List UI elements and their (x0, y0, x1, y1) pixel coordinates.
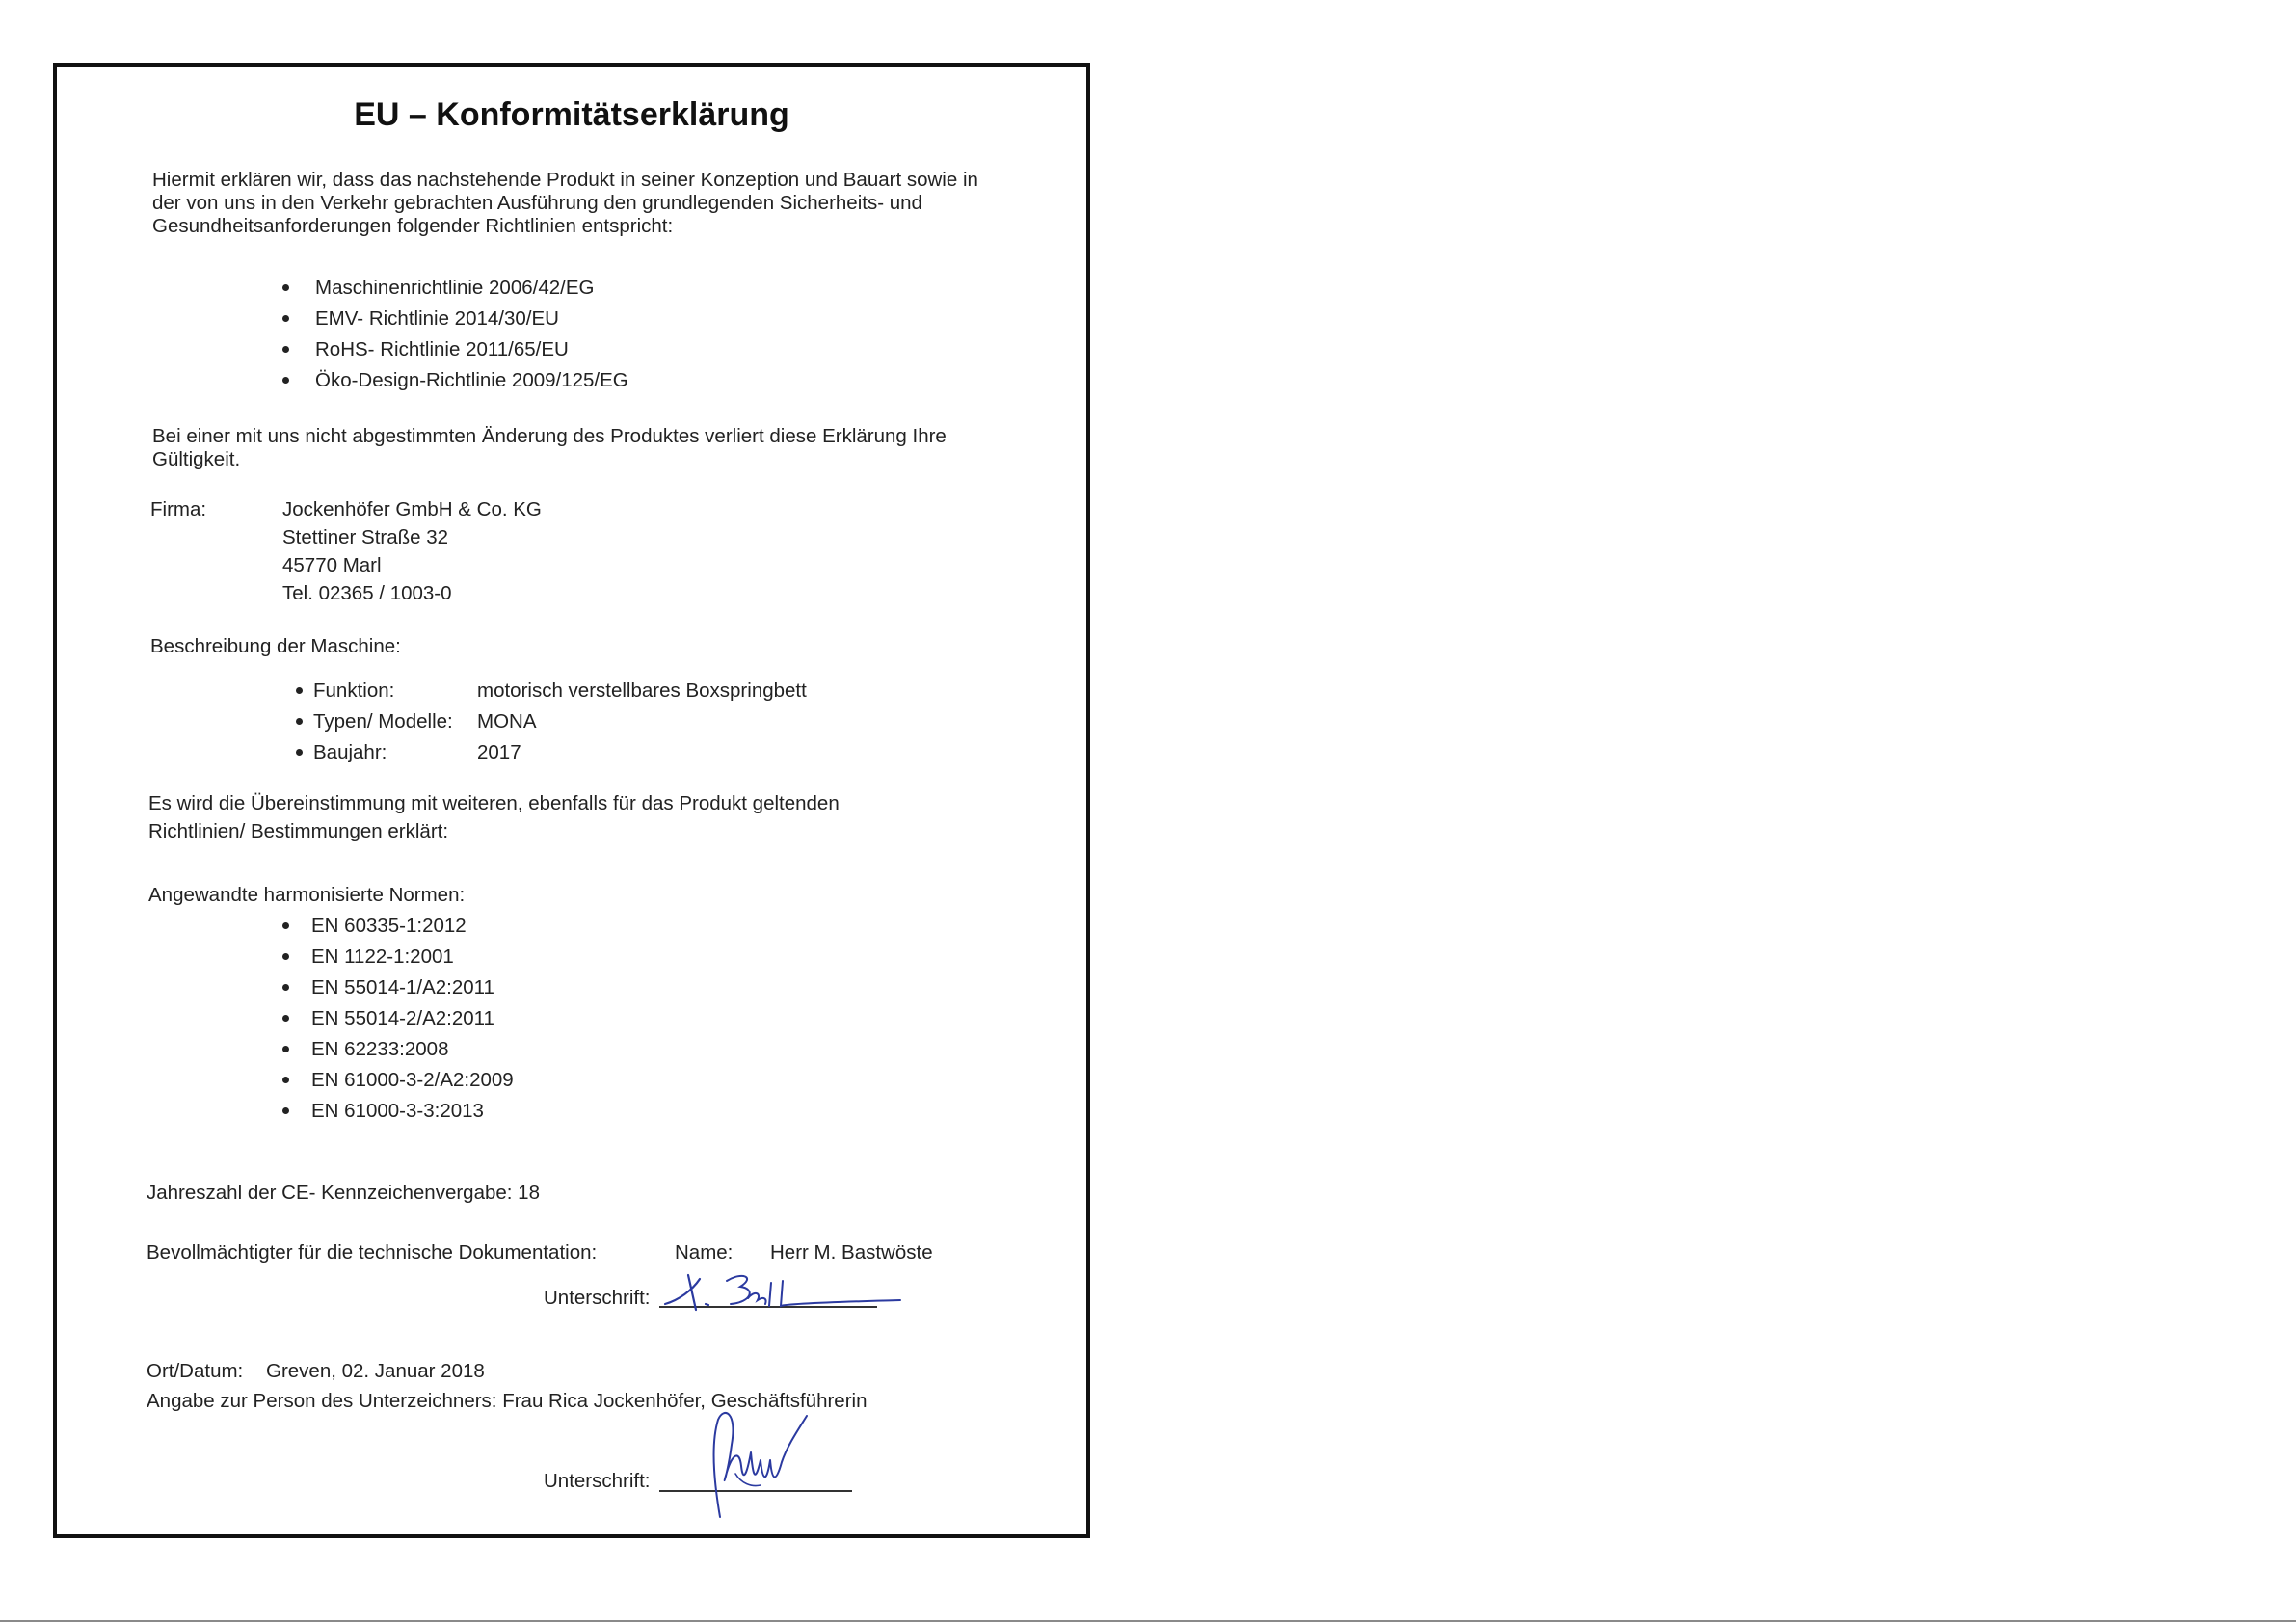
firma-line: Stettiner Straße 32 (282, 526, 449, 548)
validity-line-1: Bei einer mit uns nicht abgestimmten Änderung des Produktes verliert diese Erklärung Ihre (152, 425, 947, 447)
tech-doc-name-label: Name: (675, 1241, 734, 1264)
directive-item: Maschinenrichtlinie 2006/42/EG (315, 277, 595, 299)
intro-line-3: Gesundheitsanforderungen folgender Richtlinien entspricht: (152, 215, 674, 237)
norms-heading: Angewandte harmonisierte Normen: (148, 884, 466, 906)
bullet-icon (296, 749, 303, 756)
place-date-value: Greven, 02. Januar 2018 (266, 1360, 485, 1382)
bullet-icon (282, 953, 289, 960)
tech-doc-signature-label: Unterschrift: (544, 1287, 651, 1309)
conformity-line-1: Es wird die Übereinstimmung mit weiteren, ebenfalls für das Produkt geltenden (148, 792, 840, 814)
firma-label: Firma: (150, 498, 207, 520)
signer-signature-label: Unterschrift: (544, 1470, 651, 1492)
machine-item-value: motorisch verstellbares Boxspringbett (477, 679, 807, 702)
ce-year-text: Jahreszahl der CE- Kennzeichenvergabe: 18 (147, 1182, 540, 1204)
firma-line: Tel. 02365 / 1003-0 (282, 582, 452, 604)
conformity-line-2: Richtlinien/ Bestimmungen erklärt: (148, 820, 449, 842)
norm-item: EN 60335-1:2012 (311, 915, 467, 937)
bullet-icon (282, 922, 289, 929)
norm-item: EN 62233:2008 (311, 1038, 449, 1060)
place-date-label: Ort/Datum: (147, 1360, 244, 1382)
machine-item-label: Typen/ Modelle: (313, 710, 453, 732)
bullet-icon (296, 687, 303, 694)
tech-doc-name-value: Herr M. Bastwöste (770, 1241, 933, 1264)
bullet-icon (282, 1107, 289, 1114)
norm-item: EN 61000-3-3:2013 (311, 1100, 484, 1122)
page-bottom-divider (0, 1620, 2296, 1622)
tech-doc-label: Bevollmächtigter für die technische Dokumentation: (147, 1241, 598, 1264)
machine-item-label: Baujahr: (313, 741, 387, 763)
bullet-icon (296, 718, 303, 725)
directive-item: Öko-Design-Richtlinie 2009/125/EG (315, 369, 628, 391)
bullet-icon (282, 984, 289, 991)
bullet-icon (282, 284, 289, 291)
machine-heading: Beschreibung der Maschine: (150, 635, 401, 657)
bullet-icon (282, 1077, 289, 1083)
bullet-icon (282, 1015, 289, 1022)
machine-item-value: MONA (477, 710, 537, 732)
machine-item-value: 2017 (477, 741, 521, 763)
bullet-icon (282, 377, 289, 384)
machine-item-label: Funktion: (313, 679, 395, 702)
directive-item: EMV- Richtlinie 2014/30/EU (315, 307, 559, 330)
document-title: EU – Konformitätserklärung (354, 96, 789, 133)
norm-item: EN 55014-1/A2:2011 (311, 976, 494, 998)
validity-line-2: Gültigkeit. (152, 448, 241, 470)
directive-item: RoHS- Richtlinie 2011/65/EU (315, 338, 569, 360)
firma-line: 45770 Marl (282, 554, 382, 576)
norm-item: EN 61000-3-2/A2:2009 (311, 1069, 514, 1091)
bullet-icon (282, 346, 289, 353)
bullet-icon (282, 1046, 289, 1052)
bullet-icon (282, 315, 289, 322)
norm-item: EN 1122-1:2001 (311, 945, 454, 968)
declaration-document (53, 63, 1090, 1538)
signature-bastwoeste-icon (659, 1262, 910, 1319)
signer-info: Angabe zur Person des Unterzeichners: Frau Rica Jockenhöfer, Geschäftsführerin (147, 1390, 868, 1412)
signature-jockenhoefer-icon (693, 1406, 838, 1522)
intro-line-2: der von uns in den Verkehr gebrachten Ausführung den grundlegenden Sicherheits- und (152, 192, 922, 214)
firma-line: Jockenhöfer GmbH & Co. KG (282, 498, 542, 520)
norm-item: EN 55014-2/A2:2011 (311, 1007, 494, 1029)
intro-line-1: Hiermit erklären wir, dass das nachstehende Produkt in seiner Konzeption und Bauart sowie in (152, 169, 978, 191)
